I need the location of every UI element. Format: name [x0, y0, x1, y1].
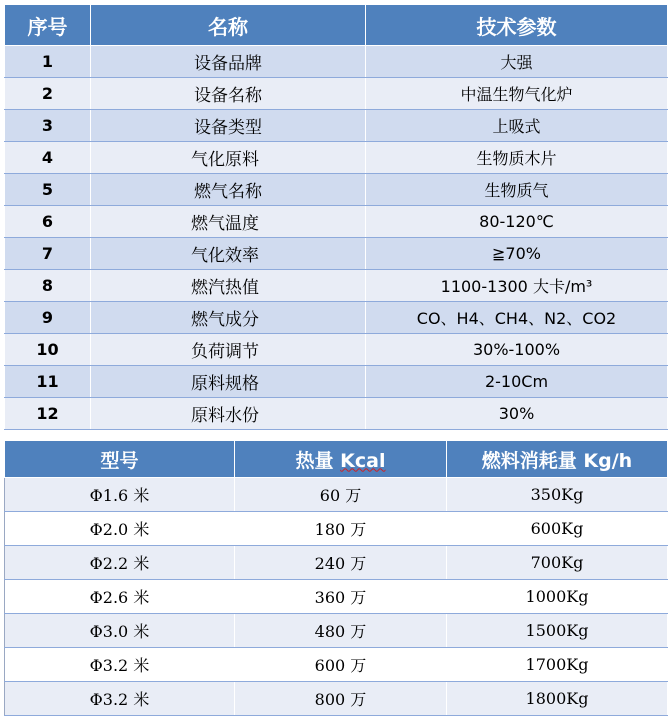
- spec-row-name: 气化原料: [91, 142, 366, 174]
- spec-row: [5, 334, 668, 366]
- model-row-heat: 180 万: [235, 512, 447, 546]
- spec-row-value: 80-120℃: [366, 206, 668, 238]
- spec-row-name: 气化效率: [91, 238, 366, 270]
- model-row-fuel: 1000Kg: [447, 580, 668, 614]
- spec-row-name: 原料规格: [91, 366, 366, 398]
- model-row-fuel: 600Kg: [447, 512, 668, 546]
- model-header-row: [5, 441, 668, 478]
- spec-row-value: 1100-1300 大卡/m³: [366, 270, 668, 302]
- spec-row-value: 生物质木片: [366, 142, 668, 174]
- spec-row-name: 燃汽热值: [91, 270, 366, 302]
- model-row: [5, 580, 668, 614]
- spec-row-name: 燃气成分: [91, 302, 366, 334]
- model-row-heat: 240 万: [235, 546, 447, 580]
- spec-header-row: [5, 5, 668, 46]
- spec-row: [5, 398, 668, 430]
- model-row-fuel: 1800Kg: [447, 682, 668, 716]
- header-params: 技术参数: [366, 5, 668, 46]
- spec-row: [5, 78, 668, 110]
- spec-row-value: CO、H4、CH4、N2、CO2: [366, 302, 668, 334]
- spec-row: [5, 142, 668, 174]
- model-row-heat: 600 万: [235, 648, 447, 682]
- model-row: [5, 614, 668, 648]
- spec-row-value: 30%-100%: [366, 334, 668, 366]
- spec-row-name: 燃气温度: [91, 206, 366, 238]
- spec-row: [5, 302, 668, 334]
- spec-row-name: 燃气名称: [91, 174, 366, 206]
- spec-row-index: 9: [5, 302, 91, 334]
- spec-table: [4, 4, 668, 430]
- model-row-heat: 60 万: [235, 478, 447, 512]
- model-row-heat: 480 万: [235, 614, 447, 648]
- spec-row-value: 生物质气: [366, 174, 668, 206]
- spec-row-index: 8: [5, 270, 91, 302]
- model-row-heat: 800 万: [235, 682, 447, 716]
- model-row-model: Φ1.6 米: [5, 478, 235, 512]
- spec-row-index: 5: [5, 174, 91, 206]
- model-row-fuel: 700Kg: [447, 546, 668, 580]
- spec-row: [5, 174, 668, 206]
- model-row: [5, 682, 668, 716]
- model-row-model: Φ2.6 米: [5, 580, 235, 614]
- spec-row-index: 4: [5, 142, 91, 174]
- spec-row: [5, 366, 668, 398]
- spec-row-index: 6: [5, 206, 91, 238]
- spec-row-value: 中温生物气化炉: [366, 78, 668, 110]
- model-row-model: Φ3.2 米: [5, 682, 235, 716]
- spec-row-index: 2: [5, 78, 91, 110]
- spec-row-value: ≧70%: [366, 238, 668, 270]
- model-row-model: Φ3.2 米: [5, 648, 235, 682]
- model-row-heat: 360 万: [235, 580, 447, 614]
- spec-row: [5, 46, 668, 78]
- spec-row-value: 30%: [366, 398, 668, 430]
- model-row: [5, 512, 668, 546]
- model-row: [5, 546, 668, 580]
- spec-row-index: 12: [5, 398, 91, 430]
- spec-row-value: 上吸式: [366, 110, 668, 142]
- spec-row-value: 大强: [366, 46, 668, 78]
- header-model: 型号: [5, 441, 235, 478]
- model-row: [5, 478, 668, 512]
- spec-row-name: 设备类型: [91, 110, 366, 142]
- spec-row-name: 负荷调节: [91, 334, 366, 366]
- model-row-model: Φ3.0 米: [5, 614, 235, 648]
- header-index: 序号: [5, 5, 91, 46]
- spec-row-index: 3: [5, 110, 91, 142]
- model-row-fuel: 350Kg: [447, 478, 668, 512]
- spec-row: [5, 270, 668, 302]
- spec-row-index: 7: [5, 238, 91, 270]
- spec-row: [5, 110, 668, 142]
- spec-row-name: 设备名称: [91, 78, 366, 110]
- spec-row-name: 设备品牌: [91, 46, 366, 78]
- model-row-fuel: 1500Kg: [447, 614, 668, 648]
- header-fuel: 燃料消耗量 Kg/h: [447, 441, 668, 478]
- spec-row-name: 原料水份: [91, 398, 366, 430]
- model-row-model: Φ2.0 米: [5, 512, 235, 546]
- model-table: [4, 440, 668, 716]
- header-name: 名称: [91, 5, 366, 46]
- model-row-model: Φ2.2 米: [5, 546, 235, 580]
- spec-row: [5, 206, 668, 238]
- model-row: [5, 648, 668, 682]
- spec-row: [5, 238, 668, 270]
- spec-row-index: 1: [5, 46, 91, 78]
- spec-row-value: 2-10Cm: [366, 366, 668, 398]
- header-heat: 热量 Kcal: [235, 441, 447, 478]
- spec-row-index: 10: [5, 334, 91, 366]
- spec-row-index: 11: [5, 366, 91, 398]
- model-row-fuel: 1700Kg: [447, 648, 668, 682]
